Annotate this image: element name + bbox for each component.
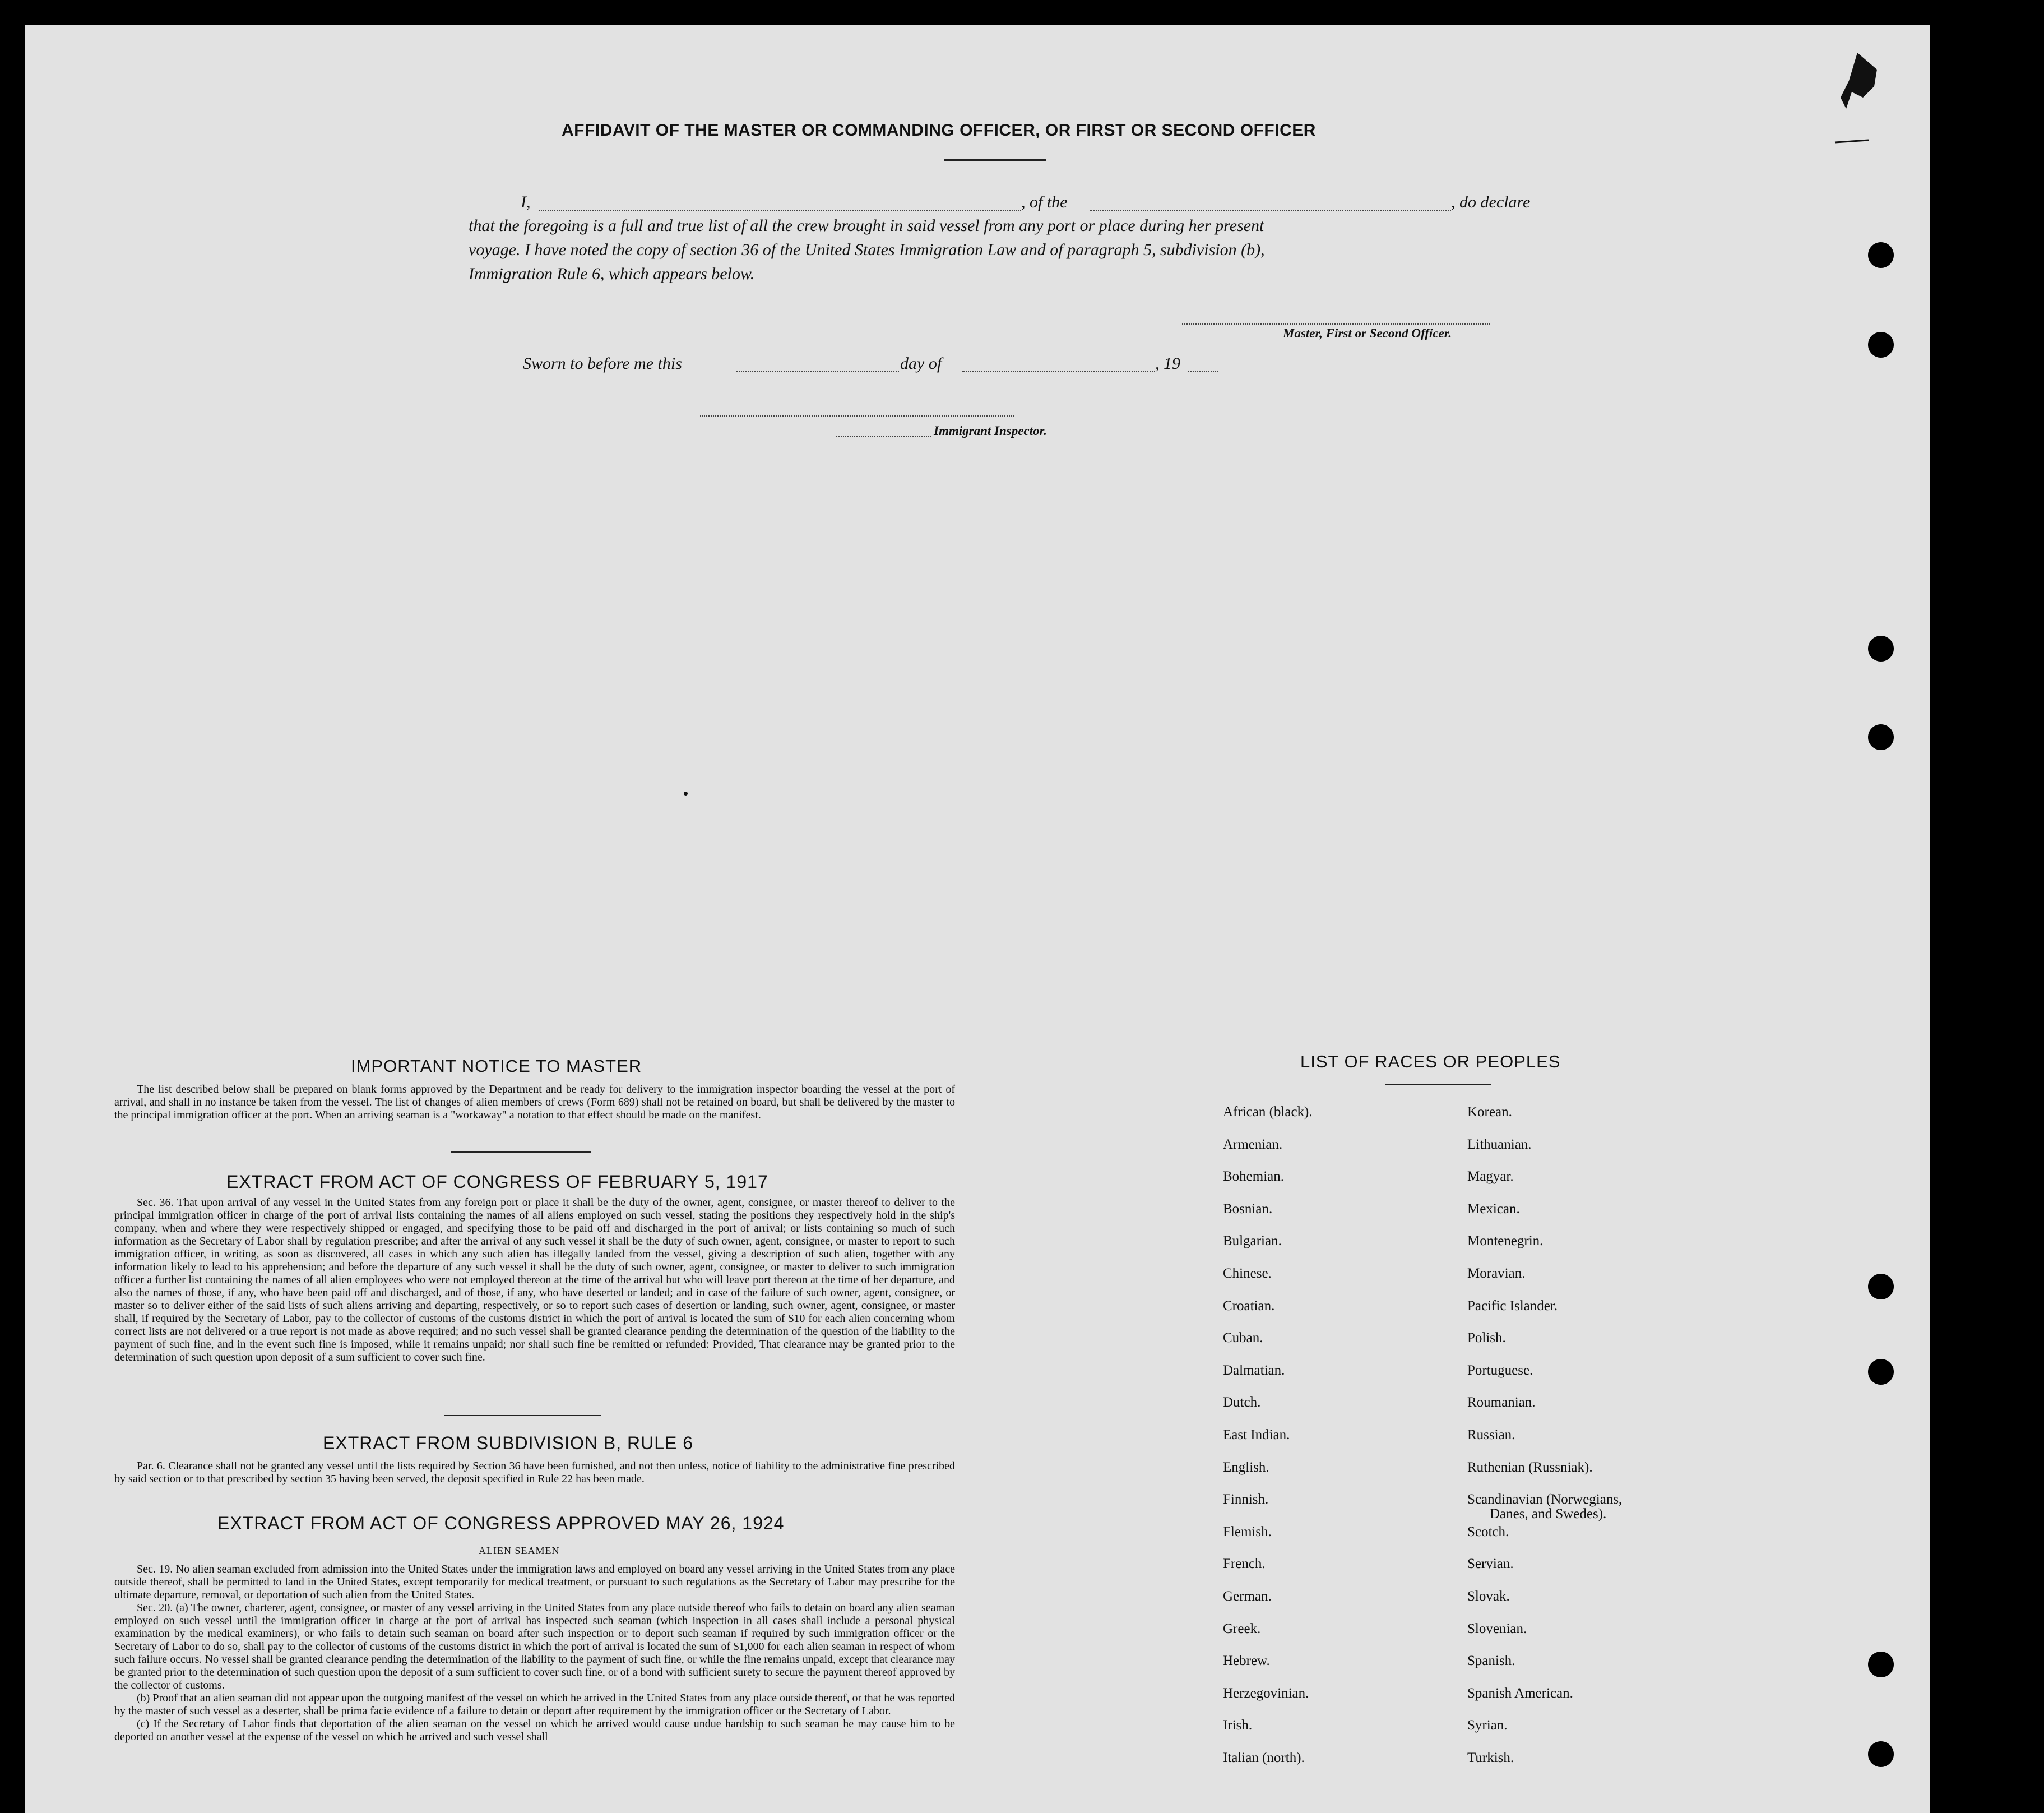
race-item: Finnish.: [1223, 1492, 1269, 1507]
race-item: Scandinavian (Norwegians,: [1467, 1492, 1623, 1507]
extract-1924-title: EXTRACT FROM ACT OF CONGRESS APPROVED MAY 26, 1924: [217, 1513, 785, 1533]
race-item: Ruthenian (Russniak).: [1467, 1459, 1593, 1475]
inspector-short-line: [836, 436, 931, 437]
sworn-year-blank-line: [1188, 371, 1218, 372]
race-item: Syrian.: [1467, 1718, 1508, 1733]
race-item: Bulgarian.: [1223, 1233, 1282, 1249]
race-item: Chinese.: [1223, 1266, 1272, 1281]
inspector-label: Immigrant Inspector.: [934, 424, 1047, 438]
race-item: Spanish.: [1467, 1653, 1515, 1669]
race-item: German.: [1223, 1589, 1272, 1604]
binder-hole: [1868, 724, 1894, 750]
sworn-prefix: Sworn to before me this: [523, 354, 682, 373]
vessel-blank-line: [1090, 210, 1451, 211]
extract-1924-text: [114, 1563, 955, 1743]
declaration-of-the: , of the: [1021, 193, 1068, 211]
sworn-day-of: day of: [900, 354, 942, 373]
extract-rule6-title: EXTRACT FROM SUBDIVISION B, RULE 6: [323, 1433, 694, 1453]
affidavit-title: AFFIDAVIT OF THE MASTER OR COMMANDING OFFICER, OR FIRST OR SECOND OFFICER: [562, 121, 1316, 140]
declaration-line-2: that the foregoing is a full and true list of all the crew brought in said vessel from any port or place during her present: [469, 216, 1264, 235]
sec-20a: Sec. 20. (a) The owner, charterer, agent, consignee, or master of any vessel arriving in the United States from any place outside thereof who fails to detain on board any alien seaman employed on such vessel until the immigration officer in charge at the port of arrival has inspected such seaman (which inspection in all cases shall include a personal physical examination by the medical examiners), or who fails to detain such seaman on board after such inspection or to deport such seaman if required by such immigration officer or the Secretary of Labor to do so, shall pay to the collector of customs of the customs district in which the port of arrival is located the sum of $1,000 for each alien seaman in respect of whom such failure occurs. No vessel shall be granted clearance pending the determination of the liability to the payment of such fine, or while the fine remains unpaid, except that clearance may be granted prior to the determination of such question upon the deposit of a sum sufficient to cover such fine, or of a bond with sufficient surety to secure the payment thereof approved by the collector of customs.: [114, 1602, 955, 1691]
race-item: Magyar.: [1467, 1169, 1514, 1185]
race-item: Scotch.: [1467, 1524, 1509, 1539]
race-item: Moravian.: [1467, 1266, 1526, 1281]
alien-seamen-subtitle: ALIEN SEAMEN: [479, 1545, 560, 1556]
notice-text: The list described below shall be prepared on blank forms approved by the Department and be ready for delivery to the immigration inspector boarding the vessel at the port of arrival, and shall in no instance be taken from the vessel. The list of changes of alien members of crews (Form 689) shall not be retained on board, but shall be delivered by the master to the principal immigration officer at the port. When an arriving seaman is a "workaway" a notation to that effect should be made on the manifest.: [114, 1083, 955, 1121]
race-item: Korean.: [1467, 1104, 1512, 1120]
race-item: French.: [1223, 1556, 1266, 1572]
race-item: Mexican.: [1467, 1201, 1520, 1217]
race-item: Hebrew.: [1223, 1653, 1270, 1669]
signature-label: Master, First or Second Officer.: [1283, 326, 1452, 340]
race-item: African (black).: [1223, 1104, 1313, 1120]
inspector-blank-line: [700, 415, 1014, 417]
extract-1917-divider: [444, 1415, 601, 1416]
race-item: Irish.: [1223, 1718, 1253, 1733]
races-divider: [1385, 1084, 1491, 1085]
race-item: English.: [1223, 1459, 1269, 1475]
binder-hole: [1868, 1274, 1894, 1299]
race-item: Portuguese.: [1467, 1362, 1533, 1378]
binder-hole: [1868, 332, 1894, 358]
race-item: Montenegrin.: [1467, 1233, 1544, 1249]
race-item: Slovenian.: [1467, 1621, 1527, 1636]
document-page: [25, 25, 1930, 1813]
declaration-line-3: voyage. I have noted the copy of section 36 of the United States Immigration Law and of paragraph 5, subdivision (b),: [469, 240, 1265, 259]
sworn-month-blank-line: [962, 371, 1155, 372]
sec-19: Sec. 19. No alien seaman excluded from admission into the United States under the immigration laws and employed on board any vessel arriving in the United States from any place outside thereof, shall be permitted to land in the United States, except temporarily for medical treatment, or pursuant to such regulations as the Secretary of Labor may prescribe for the ultimate departure, removal, or deportation of such alien from the United States.: [114, 1563, 955, 1601]
race-item: Polish.: [1467, 1330, 1506, 1346]
race-item: Croatian.: [1223, 1298, 1275, 1313]
race-item: Spanish American.: [1467, 1685, 1573, 1701]
declaration-i: I,: [521, 193, 531, 211]
notice-divider: [451, 1151, 591, 1153]
notice-title: IMPORTANT NOTICE TO MASTER: [351, 1056, 642, 1076]
extract-1917-title: EXTRACT FROM ACT OF CONGRESS OF FEBRUARY 5, 1917: [226, 1172, 768, 1192]
race-item: Bohemian.: [1223, 1169, 1285, 1185]
torn-corner-mark: [1824, 47, 1885, 148]
race-item: Armenian.: [1223, 1136, 1283, 1152]
race-item: Bosnian.: [1223, 1201, 1273, 1217]
race-item: Russian.: [1467, 1427, 1515, 1442]
sec-20b: (b) Proof that an alien seaman did not appear upon the outgoing manifest of the vessel on which he arrived in the United States from any place outside thereof, or that he was reported by the master of such vessel as a deserter, shall be prima facie evidence of a failure to detain or deport after requirement by the immigration officer or the Secretary of Labor.: [114, 1692, 955, 1717]
binder-hole: [1868, 636, 1894, 662]
race-item: Italian (north).: [1223, 1750, 1305, 1765]
declaration-do-declare: , do declare: [1451, 193, 1531, 211]
extract-1917-text: Sec. 36. That upon arrival of any vessel in the United States from any foreign port or place it shall be the duty of the owner, agent, consignee, or master thereof to deliver to the principal immigration officer in charge of the port of arrival lists containing the names of all aliens employed on such vessel, stating the positions they respectively hold in the ship's company, when and where they were respectively shipped or engaged, and specifying those to be paid off and discharged in the port of arrival; or lists containing so much of such information as the Secretary of Labor shall by regulation prescribe; and after the arrival of any such vessel it shall be the duty of such owner, agent, consignee, or master to report to such immigration officer, in writing, as soon as discovered, all cases in which any such alien has illegally landed from the vessel, giving a description of such alien, together with any information likely to lead to his apprehension; and before the departure of any such vessel it shall be the duty of such owner, agent, consignee, or master to deliver to such immigration officer a further list containing the names of all alien employees who were not employed thereon at the time of the arrival but who will leave port thereon at the time of her departure, and also the names of those, if any, who have been paid off and discharged, and of those, if any, who have deserted or landed; and in case of the failure of such owner, agent, consignee, or master so to deliver either of the said lists of such aliens arriving and departing, respectively, or so to report such cases of desertion or landing, such owner, agent, consignee, or master shall, if required by the Secretary of Labor, pay to the collector of customs of the customs district in which the port of arrival is located the sum of $10 for each alien concerning whom correct lists are not delivered or a true report is not made as above required; and no such vessel shall be granted clearance pending the determination of the question of the liability to the payment of such fine, and in the event such fine is imposed, while it remains unpaid; nor shall such fine be remitted or refunded: Provided, That clearance may be granted prior to the determination of such question upon deposit of a sum sufficient to cover such fine.: [114, 1196, 955, 1363]
binder-hole: [1868, 1741, 1894, 1767]
race-item: Lithuanian.: [1467, 1136, 1532, 1152]
race-item: Herzegovinian.: [1223, 1685, 1309, 1701]
race-item: Pacific Islander.: [1467, 1298, 1558, 1313]
binder-hole: [1868, 242, 1894, 268]
race-item: Greek.: [1223, 1621, 1261, 1636]
race-item: Dutch.: [1223, 1395, 1261, 1410]
sec-20c: (c) If the Secretary of Labor finds that deportation of the alien seaman on the vessel on which he arrived would cause undue hardship to such seaman he may cause him to be deported on another vessel at the expense of the vessel on which he arrived and such vessel shall: [114, 1718, 955, 1743]
binder-hole: [1868, 1359, 1894, 1385]
race-item: Flemish.: [1223, 1524, 1272, 1539]
race-item: Turkish.: [1467, 1750, 1514, 1765]
name-blank-line: [539, 210, 1021, 211]
race-item: Dalmatian.: [1223, 1362, 1285, 1378]
extract-rule6-text: Par. 6. Clearance shall not be granted any vessel until the lists required by Section 36 have been furnished, and not then unless, notice of liability to the administrative fine prescribed by said section or to that prescribed by section 35 having been served, the deposit specified in Rule 22 has been made.: [114, 1460, 955, 1485]
title-divider: [944, 159, 1046, 161]
race-item: Servian.: [1467, 1556, 1514, 1572]
sworn-day-blank-line: [736, 371, 899, 372]
declaration-line-4: Immigration Rule 6, which appears below.: [469, 265, 755, 283]
ink-spot: [684, 792, 688, 795]
signature-blank-line: [1182, 323, 1490, 325]
race-item: Danes, and Swedes).: [1490, 1506, 1607, 1522]
race-item: Slovak.: [1467, 1589, 1510, 1604]
race-item: Cuban.: [1223, 1330, 1263, 1346]
sworn-year: , 19: [1155, 354, 1180, 373]
race-item: Roumanian.: [1467, 1395, 1536, 1410]
race-item: East Indian.: [1223, 1427, 1290, 1442]
races-title: LIST OF RACES OR PEOPLES: [1300, 1052, 1561, 1071]
binder-hole: [1868, 1652, 1894, 1677]
